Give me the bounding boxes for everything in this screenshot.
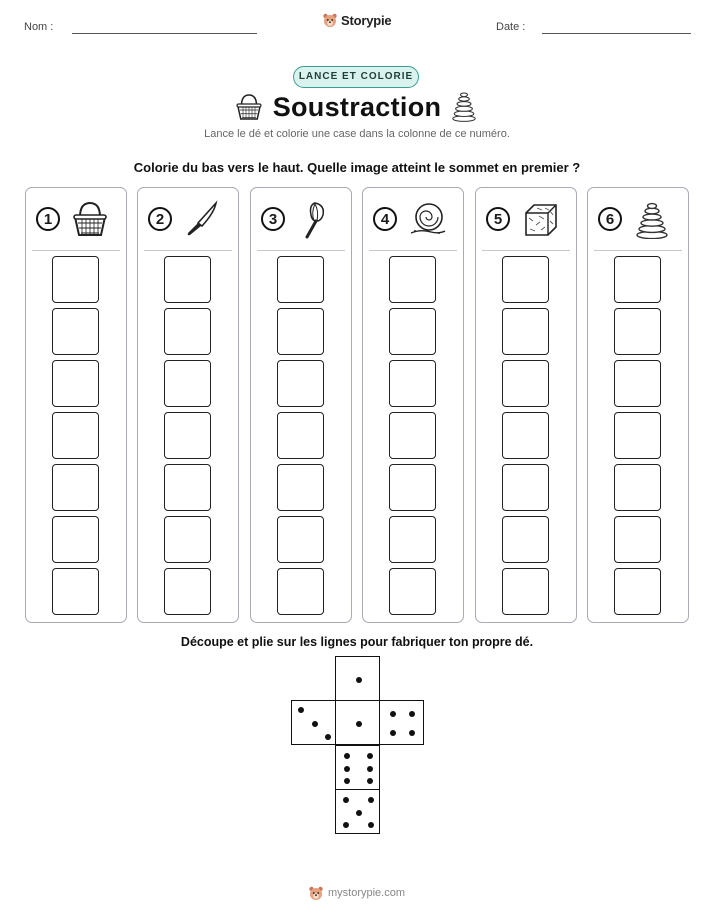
dice-pip (356, 721, 362, 727)
column-number: 3 (261, 207, 285, 231)
column-divider (32, 250, 120, 251)
color-cell[interactable] (502, 568, 549, 615)
color-cell[interactable] (614, 464, 661, 511)
knife-icon (182, 199, 222, 239)
dice-pip (356, 677, 362, 683)
color-cell[interactable] (52, 516, 99, 563)
dice-pip (344, 778, 350, 784)
page-title: Soustraction (272, 92, 442, 122)
color-cell[interactable] (614, 412, 661, 459)
column-divider (594, 250, 682, 251)
color-cell[interactable] (52, 308, 99, 355)
color-cell[interactable] (502, 516, 549, 563)
dice-pip (368, 797, 374, 803)
bear-icon (308, 885, 324, 901)
column-number: 4 (373, 207, 397, 231)
color-cell[interactable] (389, 360, 436, 407)
snail-shell-icon (407, 199, 447, 239)
column-number: 5 (486, 207, 510, 231)
dice-face-5 (335, 789, 380, 834)
page-subtitle: Lance le dé et colorie une case dans la colonne de ce numéro. (204, 128, 510, 140)
color-cell[interactable] (164, 568, 211, 615)
color-cell[interactable] (277, 464, 324, 511)
dice-pip (356, 810, 362, 816)
color-cell[interactable] (614, 256, 661, 303)
color-cell[interactable] (614, 516, 661, 563)
stacked-stones-icon (450, 89, 478, 123)
column-number: 6 (598, 207, 622, 231)
bear-icon (322, 12, 338, 28)
color-cell[interactable] (277, 360, 324, 407)
color-cell[interactable] (277, 516, 324, 563)
color-cell[interactable] (389, 308, 436, 355)
name-label: Nom : (24, 21, 54, 33)
column-1 (25, 187, 127, 623)
dice-pip (409, 730, 415, 736)
color-cell[interactable] (502, 308, 549, 355)
dice-face-1 (335, 656, 380, 701)
color-cell[interactable] (614, 308, 661, 355)
basket-icon (70, 199, 110, 239)
color-cell[interactable] (164, 516, 211, 563)
dice-pip (298, 707, 304, 713)
name-line[interactable] (72, 33, 257, 34)
dice-pip (409, 711, 415, 717)
footer-url[interactable]: mystorypie.com (328, 887, 406, 899)
color-cell[interactable] (389, 516, 436, 563)
color-cell[interactable] (502, 256, 549, 303)
color-cell[interactable] (277, 308, 324, 355)
brand-name: Storypie (341, 12, 392, 28)
dice-face-6 (335, 745, 380, 790)
dice-pip (325, 734, 331, 740)
color-cell[interactable] (164, 256, 211, 303)
color-cell[interactable] (614, 360, 661, 407)
column-number: 2 (148, 207, 172, 231)
column-divider (257, 250, 345, 251)
dice-pip (390, 711, 396, 717)
column-divider (144, 250, 232, 251)
color-cell[interactable] (502, 464, 549, 511)
color-cell[interactable] (164, 308, 211, 355)
dice-pip (390, 730, 396, 736)
color-cell[interactable] (502, 360, 549, 407)
coloring-instruction: Colorie du bas vers le haut. Quelle image atteint le sommet en premier ? (133, 160, 581, 175)
dice-pip (343, 822, 349, 828)
brand-logo (322, 12, 391, 28)
dice-instruction: Découpe et plie sur les lignes pour fabriquer ton propre dé. (180, 635, 534, 649)
dice-pip (312, 721, 318, 727)
color-cell[interactable] (277, 412, 324, 459)
dice-pip (344, 753, 350, 759)
dice-face-1 (335, 700, 380, 745)
color-cell[interactable] (52, 360, 99, 407)
color-cell[interactable] (52, 568, 99, 615)
column-number: 1 (36, 207, 60, 231)
dice-pip (368, 822, 374, 828)
color-cell[interactable] (52, 464, 99, 511)
color-cell[interactable] (164, 412, 211, 459)
column-2 (137, 187, 239, 623)
stacked-stones-icon (632, 199, 672, 239)
color-cell[interactable] (614, 568, 661, 615)
column-3 (250, 187, 352, 623)
column-5 (475, 187, 577, 623)
hay-bale-icon (520, 199, 560, 239)
dice-pip (367, 753, 373, 759)
dice-face-4 (379, 700, 424, 745)
date-label: Date : (496, 21, 526, 33)
footer (308, 885, 405, 901)
whisk-icon (295, 199, 335, 239)
color-cell[interactable] (164, 464, 211, 511)
color-cell[interactable] (502, 412, 549, 459)
color-cell[interactable] (389, 412, 436, 459)
dice-pip (344, 766, 350, 772)
color-cell[interactable] (277, 256, 324, 303)
column-4 (362, 187, 464, 623)
color-cell[interactable] (389, 568, 436, 615)
dice-face-3 (291, 700, 336, 745)
column-divider (482, 250, 570, 251)
dice-pip (343, 797, 349, 803)
color-cell[interactable] (389, 464, 436, 511)
color-cell[interactable] (52, 256, 99, 303)
activity-badge: LANCE ET COLORIE (293, 66, 419, 88)
dice-pip (367, 778, 373, 784)
date-line[interactable] (542, 33, 691, 34)
column-6 (587, 187, 689, 623)
column-divider (369, 250, 457, 251)
color-cell[interactable] (277, 568, 324, 615)
color-cell[interactable] (164, 360, 211, 407)
dice-pip (367, 766, 373, 772)
color-cell[interactable] (52, 412, 99, 459)
color-cell[interactable] (389, 256, 436, 303)
